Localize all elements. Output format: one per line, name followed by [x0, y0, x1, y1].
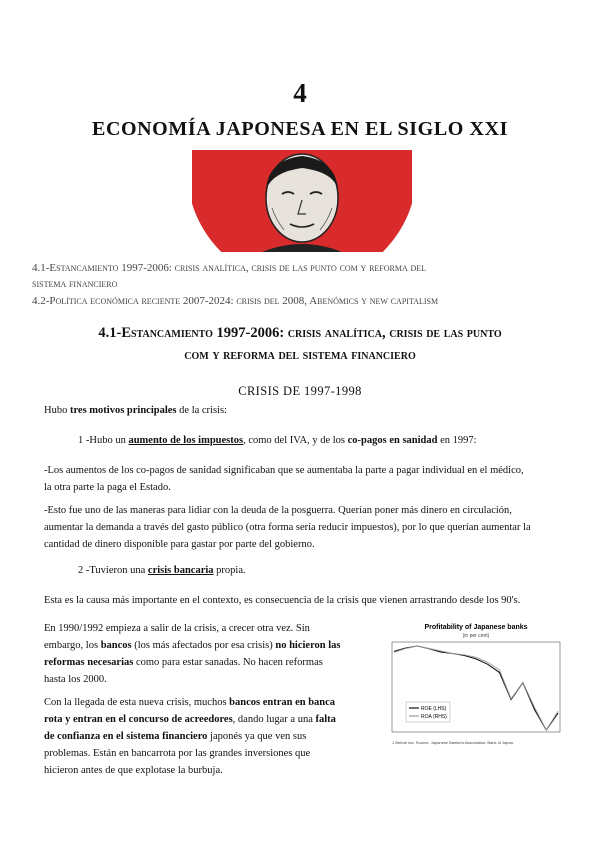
toc-item-4-1[interactable]: 4.1-Estancamiento 1997-2006: crisis analítica, crisis de las punto com y reforma del [32, 262, 427, 274]
chapter-title: ECONOMÍA JAPONESA EN EL SIGLO XXI [92, 118, 508, 140]
subheading: CRISIS DE 1997-1998 [238, 384, 362, 398]
motive-1: 1 -Hubo un aumento de los impuestos, como del IVA, y de los co-pagos en sanidad en 1997: [78, 435, 477, 446]
chapter-number: 4 [293, 78, 307, 108]
bancarrota-paragraph: Con la llegada de esta nueva crisis, muchos bancos entran en banca rota y entran en el concurso de acreedores, dando lugar a una falta de confianza en el sistema financiero japonés ya que ven sus problemas. Están en bancarrota por las grandes inversiones que hicieron antes de que explotase la burbuja. [44, 697, 336, 776]
toc-item-4-1-cont[interactable]: sistema financiero [32, 278, 118, 290]
toc-item-4-2[interactable]: 4.2-Política económica reciente 2007-2024: crisis del 2008, Abenómics y new capitalism [32, 295, 439, 307]
legend-roa: ROA (RHS) [421, 714, 447, 720]
red-sun-portrait-illustration [192, 150, 412, 252]
intro-paragraph: Hubo tres motivos principales de la crisis: [44, 405, 227, 416]
chart-svg [378, 620, 574, 760]
copagos-paragraph: -Los aumentos de los co-pagos de sanidad significaban que se aumentaba la parte a pagar individual en el médico, la otra parte la paga el Estado. [44, 465, 524, 493]
deuda-paragraph: -Esto fue uno de las maneras para lidiar con la deuda de la posguerra. Querían poner más dinero en circulación, aumentar la demanda a través del gasto público (otra forma sería reducir impuestos), por lo que querían aumentar la cantidad de dinero disponible para gastar por parte del gobierno. [44, 505, 531, 550]
chart-title: Profitability of Japanese banks [424, 624, 528, 631]
legend-roe: ROE (LHS) [421, 706, 447, 712]
section-heading [30, 322, 570, 366]
section-heading-line1: 4.1-Estancamiento 1997-2006: crisis analítica, crisis de las punto [98, 325, 502, 341]
chart-footnote: 1 Before tax. Source: Japanese Bankers Association; Bank of Japan. [392, 740, 515, 745]
chart-subtitle: (in per cent) [462, 633, 490, 639]
hero-image [192, 150, 412, 252]
section-heading-line2: com y reforma del sistema financiero [184, 347, 416, 363]
profitability-chart [378, 620, 574, 760]
causa-paragraph: Esta es la causa más importante en el contexto, es consecuencia de la crisis que vienen arrastrando desde los 90's. [44, 595, 521, 606]
motive-2: 2 -Tuvieron una crisis bancaria propia. [78, 565, 246, 576]
bancos-paragraph: En 1990/1992 empieza a salir de la crisis, a crecer otra vez. Sin embargo, los bancos (los más afectados por esa crisis) no hicieron las reformas necesarias como para estar sanadas. No hacen reformas hasta los 2000. [44, 623, 341, 685]
chart-legend [406, 702, 450, 722]
